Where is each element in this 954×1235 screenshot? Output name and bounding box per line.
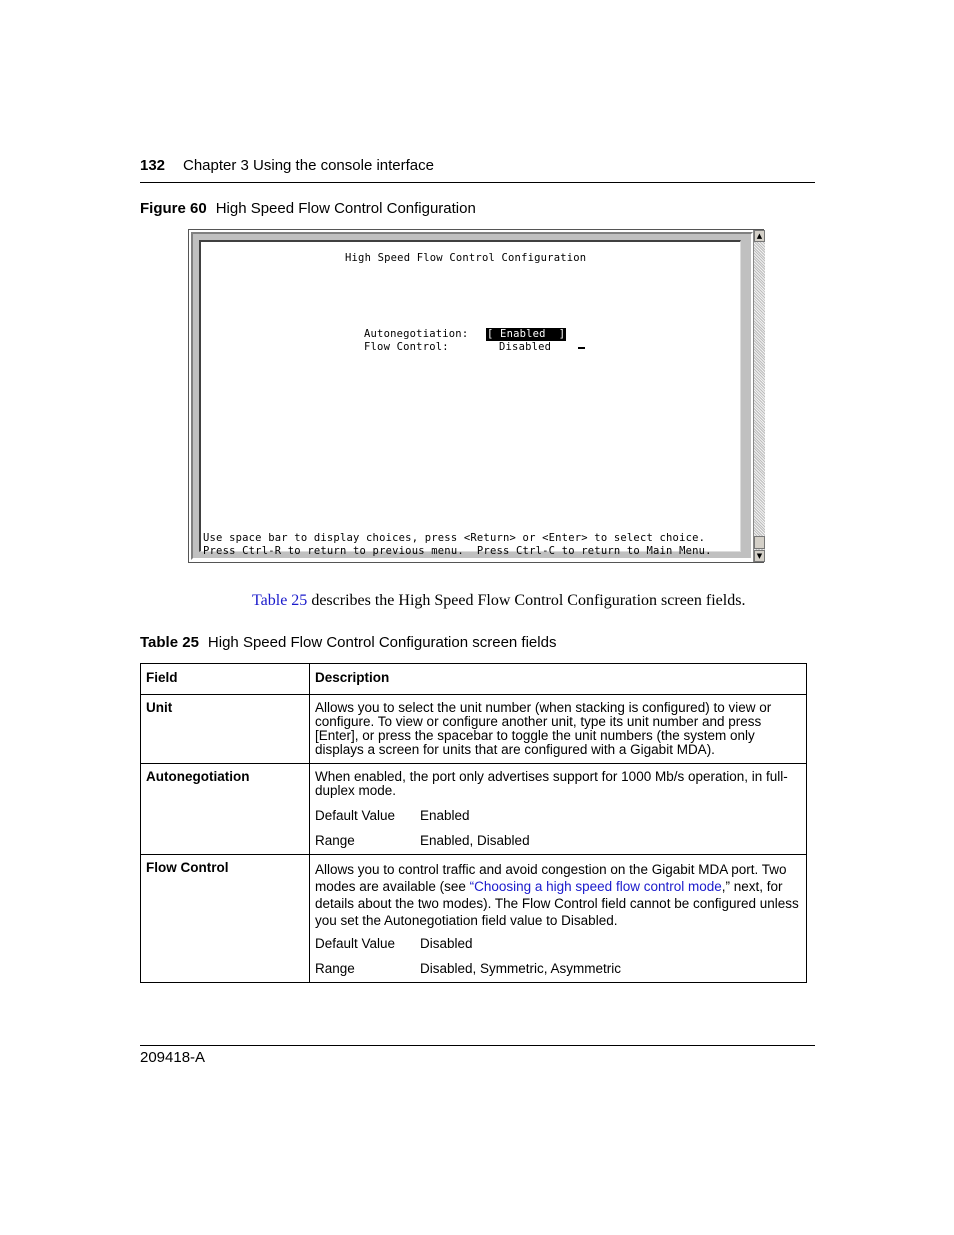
scroll-up-arrow-icon[interactable]: ▲	[754, 230, 765, 242]
default-value-row: Default Value Disabled	[315, 936, 473, 951]
page-footer	[140, 1045, 815, 1066]
table-row	[141, 855, 807, 983]
console-screen	[199, 240, 741, 557]
field-description: Allows you to select the unit number (when stacking is configured) to view or configure. To view or configure another unit, type its unit number and press [Enter], or press the spacebar to toggle the unit numbers (the system only displays a screen for units that are configured with a Gigabit MDA).	[315, 700, 772, 757]
default-value-row: Default Value Enabled	[315, 808, 470, 823]
autonegotiation-label: Autonegotiation:	[364, 328, 469, 340]
console-help-line-1: Use space bar to display choices, press <Return> or <Enter> to select choice.	[203, 532, 706, 544]
figure-caption	[140, 200, 476, 217]
intro-paragraph	[252, 592, 745, 610]
console-window-frame	[191, 232, 753, 560]
autonegotiation-field[interactable]: [ Enabled ]	[487, 328, 566, 340]
page-header	[140, 156, 815, 183]
table-row	[141, 764, 807, 855]
range-row: Range Disabled, Symmetric, Asymmetric	[315, 961, 622, 976]
field-name: Flow Control	[146, 860, 229, 875]
chapter-title: Chapter 3 Using the console interface	[183, 157, 434, 174]
table-title: High Speed Flow Control Configuration screen fields	[207, 634, 557, 651]
range-row: Range Enabled, Disabled	[315, 833, 530, 848]
scrollbar-thumb[interactable]	[754, 536, 765, 549]
field-description: Allows you to control traffic and avoid congestion on the Gigabit MDA port. Two modes are available (see “Choosing a high speed flow control mode,” next, for details about the two modes). The Flow Control field cannot be configured unless you set the Autonegotiation field value to Disabled. Default Value Disabled Range Disabled, Symmetric, Asymmetric	[315, 862, 799, 976]
vertical-scrollbar[interactable]	[753, 230, 765, 562]
text-cursor	[578, 346, 585, 349]
page-number: 132	[140, 157, 166, 174]
choosing-flow-control-mode-link[interactable]: “Choosing a high speed flow control mode	[469, 879, 722, 894]
flow-control-label: Flow Control:	[364, 341, 449, 353]
table-row	[141, 695, 807, 764]
scroll-down-arrow-icon[interactable]: ▼	[754, 550, 765, 562]
document-number: 209418-A	[140, 1049, 206, 1066]
intro-text: describes the High Speed Flow Control Configuration screen fields.	[307, 592, 746, 609]
header-description: Description	[310, 664, 807, 695]
flow-control-field[interactable]: Disabled	[499, 341, 552, 353]
field-name: Autonegotiation	[146, 769, 250, 784]
console-screen-title: High Speed Flow Control Configuration	[345, 252, 587, 264]
field-name: Unit	[146, 700, 173, 715]
table-25-link[interactable]: Table 25	[252, 592, 308, 609]
table-caption	[140, 634, 556, 651]
figure-label: Figure 60	[140, 200, 207, 217]
console-screenshot	[188, 229, 764, 563]
table-header-row	[141, 664, 807, 695]
console-help-line-2: Press Ctrl-R to return to previous menu. Press Ctrl-C to return to Main Menu.	[203, 545, 712, 557]
fields-table	[140, 663, 807, 983]
table-label: Table 25	[140, 634, 199, 651]
field-description: When enabled, the port only advertises support for 1000 Mb/s operation, in full-duplex mode. Default Value Enabled Range Enabled, Disabled	[310, 764, 806, 854]
figure-title: High Speed Flow Control Configuration	[215, 200, 476, 217]
header-field: Field	[141, 664, 310, 695]
